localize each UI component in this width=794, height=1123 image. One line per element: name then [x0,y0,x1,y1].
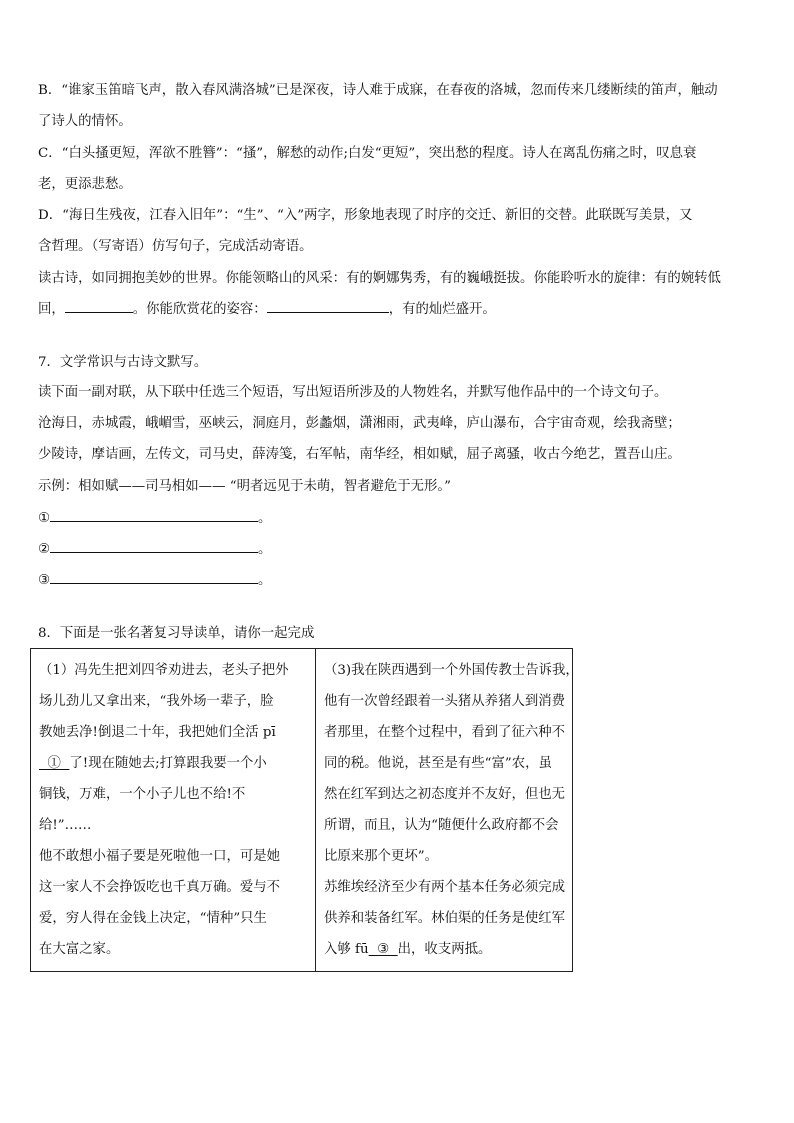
right-excerpt-cell [316,649,579,972]
left-line: 他不敢想小福子要是死啦他一口，可是她 [39,849,281,864]
q7-answer-1 [38,509,760,529]
q6-option-b-line1: B．“谁家玉笛暗飞声，散入春风满洛城”已是深夜，诗人难于成寐，在春夜的洛城，忽而传来几缕断续的笛声，触动 [38,83,718,98]
answer-3-end: 。 [258,573,272,588]
right-line: 苏维埃经济至少有两个基本任务必须完成 [324,880,566,895]
left-line-with-blank [39,748,309,779]
answer-1-blank[interactable] [50,509,258,522]
table-row [31,649,573,972]
left-line: 场儿劲儿又拿出来，“我外场一辈子，脸 [39,694,274,709]
q6-blank-1[interactable] [65,300,133,313]
q6-task-text-c: ，有的灿烂盛开。 [388,302,496,317]
right-line: 同的税。他说，甚至是有些“富”农，虽 [324,756,552,771]
right-line: 者那里，在整个过程中，看到了征六种不 [324,725,566,740]
reading-guide-table [30,648,579,972]
q8-title: 8．下面是一张名著复习导读单，请你一起完成 [38,626,315,641]
left-line: 在大富之家。 [39,942,120,957]
left-line: 铜钱，万难，一个小子儿也不给!不 [39,787,246,802]
answer-1-end: 。 [258,511,272,526]
left-excerpt-cell [31,649,316,972]
q6-task-line1: 读古诗，如同拥抱美妙的世界。你能领略山的风采：有的婀娜隽秀，有的巍峨挺拔。你能聆听水的旋律：有的婉转低 [38,271,721,286]
right-line: 供养和装备红军。林伯渠的任务是使红军 [324,911,566,926]
right-line: 然在红军到达之初态度并不友好，但也无 [324,787,566,802]
right-line-start: 入够 fū [324,942,369,957]
q6-blank-2[interactable] [267,300,389,313]
answer-3-blank[interactable] [50,571,258,584]
q6-option-b-line2: 了诗人的情怀。 [38,114,132,129]
q7-couplet-lower: 少陵诗，摩诘画，左传文，司马史，薛涛笺，右军帖，南华经，相如赋，屈子离骚，收古今绝艺，置吾山庄。 [38,447,681,462]
left-line-rest: 了!现在随她去;打算跟我要一个小 [69,756,267,771]
answer-1-label: ① [38,511,51,526]
right-line-end: 出，收支两抵。 [397,942,492,957]
left-line: 爱，穷人得在金钱上决定，“情种”只生 [39,911,267,926]
right-line-with-blank [324,934,566,965]
q7-answer-3 [38,571,760,591]
left-line: 这一家人不会挣饭吃也千真万确。爱与不 [39,880,281,895]
right-line: 他有一次曾经跟着一头猪从养猪人到消费 [324,694,566,709]
right-line: 比原来那个更坏”。 [324,849,438,864]
blank-3-marker[interactable]: ③ [368,942,398,957]
q6-task-text-a: 回， [38,302,65,317]
right-line: 所谓，而且，认为“随便什么政府都不会 [324,818,559,833]
q7-couplet-upper: 沧海日，赤城霞，峨嵋雪，巫峡云，洞庭月，彭蠡烟，潇湘雨，武夷峰，庐山瀑布，合宇宙奇观，绘我斋壁； [38,416,681,431]
q6-option-c-line2: 老，更添悲愁。 [38,177,132,192]
blank-1-marker[interactable]: ① [39,756,70,771]
q7-answer-2 [38,540,760,560]
q7-example: 示例：相如赋——司马相如—— “明者远见于未萌，智者避危于无形。” [38,479,451,494]
answer-2-end: 。 [258,542,272,557]
q6-option-c-line1: C．“白头搔更短，浑欲不胜簪”：“搔”，解愁的动作;白发“更短”，突出愁的程度。诗人在离乱伤痛之时，叹息衰 [38,146,697,161]
left-line: （1）冯先生把刘四爷劝进去，老头子把外 [39,663,289,678]
answer-2-label: ② [38,542,51,557]
q6-task-line2 [38,300,760,320]
answer-3-label: ③ [38,573,51,588]
q6-option-d-line1: D．“海日生残夜，江春入旧年”：“生”、“入”两字，形象地表现了时序的交迁、新旧的交替。此联既写美景，又 [38,208,693,223]
q6-option-d-line2: 含哲理。（写寄语）仿写句子，完成活动寄语。 [38,239,313,254]
q7-instruction: 读下面一副对联，从下联中任选三个短语，写出短语所涉及的人物姓名，并默写他作品中的一个诗文句子。 [38,385,668,400]
right-line: （3)我在陕西遇到一个外国传教士告诉我， [324,663,579,678]
answer-2-blank[interactable] [50,540,258,553]
left-line: 教她丢净!倒退二十年，我把她们全活 pī [39,725,276,740]
q7-title: 7．文学常识与古诗文默写。 [38,355,208,370]
q6-task-text-b: 。你能欣赏花的姿容： [132,302,267,317]
left-line: 给!”…… [39,818,92,833]
